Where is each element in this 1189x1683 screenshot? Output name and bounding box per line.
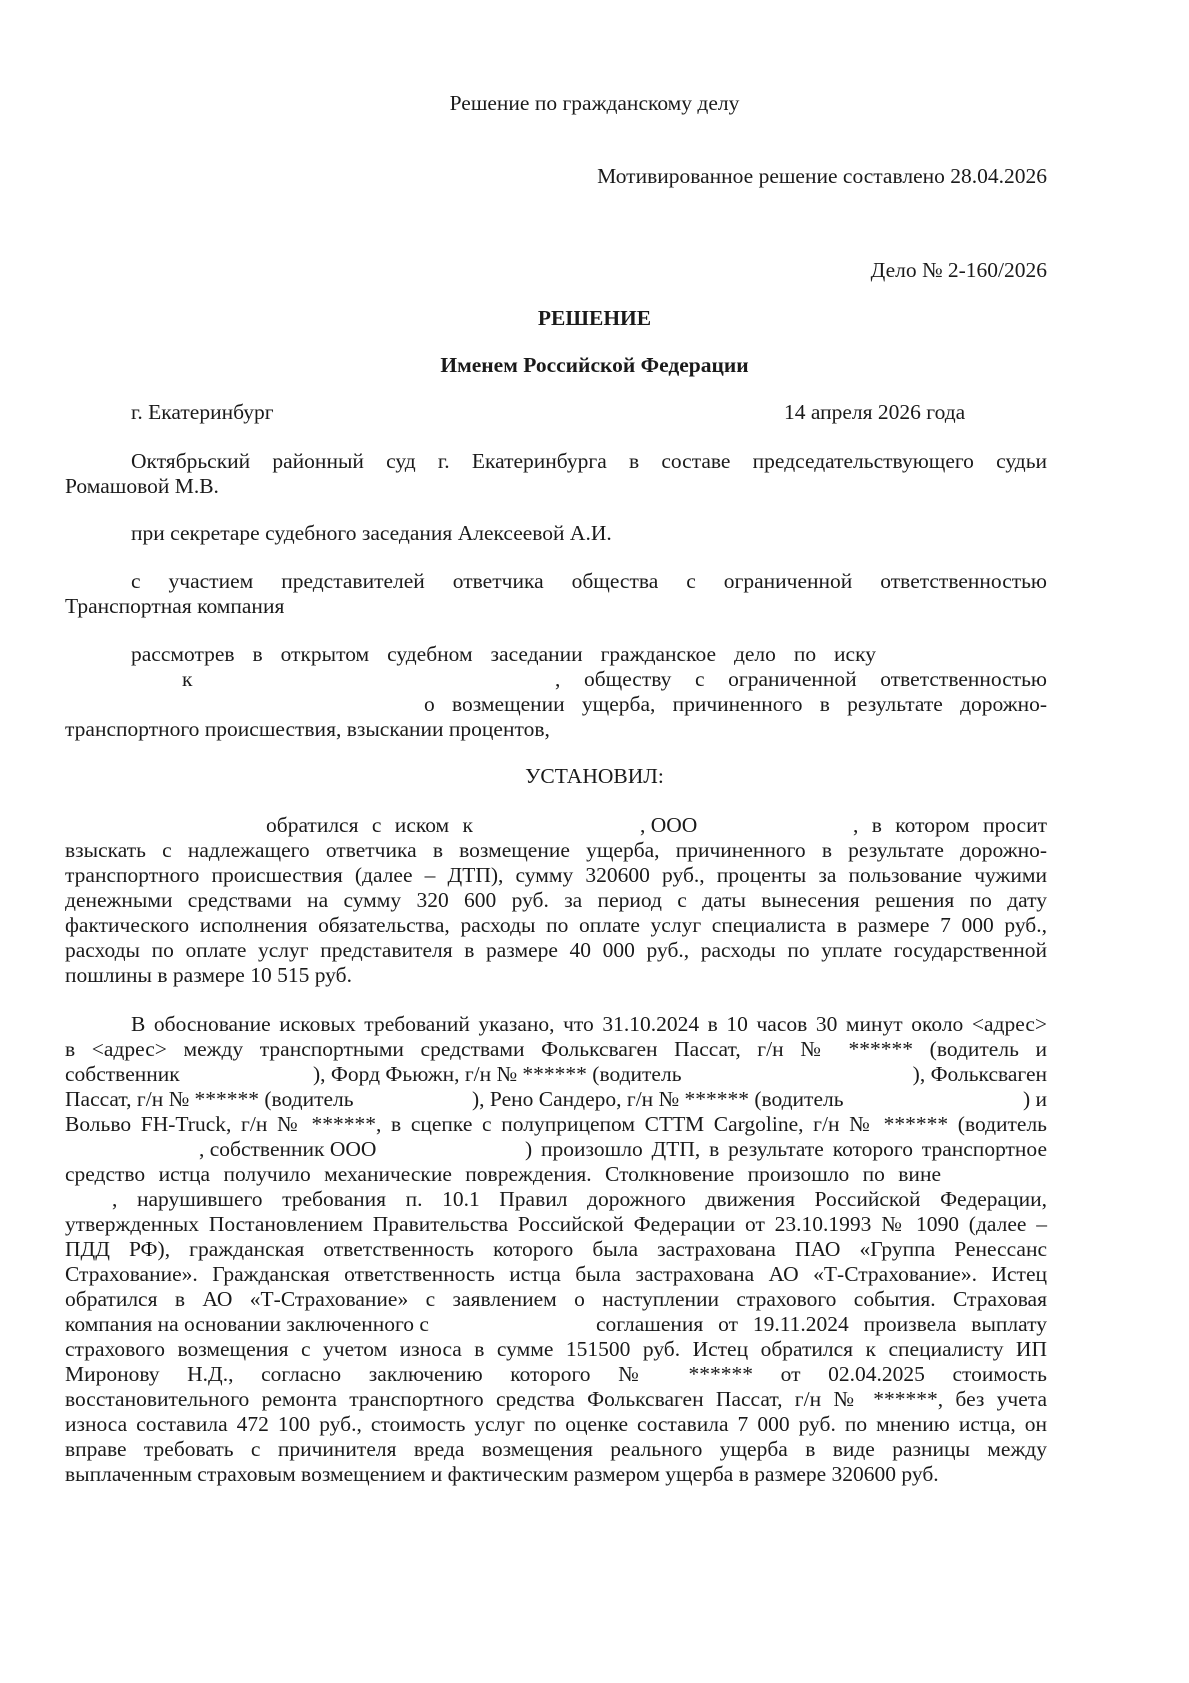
city: г. Екатеринбург: [131, 400, 274, 424]
page-title: РЕШЕНИЕ: [537, 306, 652, 330]
p1-line-3: транспортного происшествия (далее – ДТП), сумму 320600 руб., проценты за пользование чужими: [65, 863, 1047, 887]
p2-line-9: утвержденных Постановлением Правительства Российской Федерации от 23.10.1993 № 1090 (далее –: [65, 1212, 1047, 1236]
p2-line-19: выплаченным страховым возмещением и фактическим размером ущерба в размере 320600 руб.: [65, 1462, 939, 1486]
p2-line-8: , нарушившего требования п. 10.1 Правил дорожного движения Российской Федерации,: [112, 1187, 1047, 1211]
participants-line-1: с участием представителей ответчика общества с ограниченной ответственностью: [131, 569, 1047, 593]
p2-line-7: средство истца получило механические повреждения. Столкновение произошло по вине: [65, 1162, 941, 1186]
p2-line-6a: , собственник ООО: [199, 1137, 377, 1161]
court-line-2: Ромашовой М.В.: [65, 474, 219, 498]
p2-line-4c: ) и: [1022, 1087, 1047, 1111]
considered-line-2a: к: [182, 667, 193, 691]
motivated-date: Мотивированное решение составлено 28.04.2026: [597, 164, 1047, 188]
decision-date: 14 апреля 2026 года: [784, 400, 966, 424]
p2-line-4a: Пассат, г/н № ****** (водитель: [65, 1087, 354, 1111]
p2-line-11: Страхование». Гражданская ответственность истца была застрахована АО «Т-Страхование». Истец: [65, 1262, 1047, 1286]
considered-line-2b: , обществу с ограниченной ответственностью: [555, 667, 1047, 691]
p2-line-18: вправе требовать с причинителя вреда возмещения реального ущерба в виде разницы между: [65, 1437, 1047, 1461]
p1-line-1b: , ООО: [640, 813, 698, 837]
p1-line-1c: , в котором просит: [853, 813, 1047, 837]
p2-line-1: В обоснование исковых требований указано, что 31.10.2024 в 10 часов 30 минут около <адрес>: [131, 1012, 1047, 1036]
p2-line-16: восстановительного ремонта транспортного средства Фольксваген Пассат, г/н № ******, без учета: [65, 1387, 1047, 1411]
p2-line-17: износа составила 472 100 руб., стоимость услуг по оценке составила 7 000 руб. по мнению истца, он: [65, 1412, 1047, 1436]
p1-line-4: денежными средствами на сумму 320 600 руб. за период с даты вынесения решения по дату: [65, 888, 1047, 912]
p2-line-3c: ), Фольксваген: [912, 1062, 1047, 1086]
p2-line-10: ПДД РФ), гражданская ответственность которого была застрахована ПАО «Группа Ренессанс: [65, 1237, 1047, 1261]
p2-line-14: страхового возмещения с учетом износа в сумме 151500 руб. Истец обратился к специалисту ИП: [65, 1337, 1047, 1361]
p2-line-12: обратился в АО «Т-Страхование» с заявлением о наступлении страхового события. Страховая: [65, 1287, 1047, 1311]
p1-line-5: фактического исполнения обязательства, расходы по оплате услуг специалиста в размере 7 000 руб.,: [65, 913, 1047, 937]
considered-line-4: транспортного происшествия, взыскании процентов,: [65, 717, 550, 741]
p2-line-6b: ) произошло ДТП, в результате которого транспортное: [525, 1137, 1047, 1161]
p2-line-13a: компания на основании заключенного с: [65, 1312, 429, 1336]
participants-line-2: Транспортная компания: [65, 594, 285, 618]
p1-line-7: пошлины в размере 10 515 руб.: [65, 963, 352, 987]
p2-line-4b: ), Рено Сандеро, г/н № ****** (водитель: [472, 1087, 844, 1111]
p2-line-3b: ), Форд Фьюжн, г/н № ****** (водитель: [313, 1062, 682, 1086]
secretary: при секретаре судебного заседания Алексеевой А.И.: [131, 521, 612, 545]
subtitle: Именем Российской Федерации: [440, 353, 749, 377]
p1-line-1a: обратился с иском к: [266, 813, 473, 837]
considered-line-1: рассмотрев в открытом судебном заседании гражданское дело по иску: [131, 642, 876, 666]
p1-line-2: взыскать с надлежащего ответчика в возмещение ущерба, причиненного в результате дорожно-: [65, 838, 1047, 862]
p1-line-6: расходы по оплате услуг представителя в размере 40 000 руб., расходы по уплате государственной: [65, 938, 1047, 962]
p2-line-5: Вольво FH-Truck, г/н № ******, в сцепке с полуприцепом СТТМ Cargoline, г/н № ****** (водитель: [65, 1112, 1047, 1136]
case-number: Дело № 2-160/2026: [870, 258, 1047, 282]
p2-line-15: Миронову Н.Д., согласно заключению которого № ****** от 02.04.2025 стоимость: [65, 1362, 1047, 1386]
established-heading: УСТАНОВИЛ:: [525, 764, 664, 788]
p2-line-13b: соглашения от 19.11.2024 произвела выплату: [596, 1312, 1047, 1336]
p2-line-3a: собственник: [65, 1062, 180, 1086]
p2-line-2: в <адрес> между транспортными средствами Фольксваген Пассат, г/н № ****** (водитель и: [65, 1037, 1047, 1061]
court-line-1: Октябрьский районный суд г. Екатеринбурга в составе председательствующего судьи: [131, 449, 1047, 473]
considered-line-3: о возмещении ущерба, причиненного в результате дорожно-: [424, 692, 1047, 716]
doc-type: Решение по гражданскому делу: [449, 91, 740, 115]
